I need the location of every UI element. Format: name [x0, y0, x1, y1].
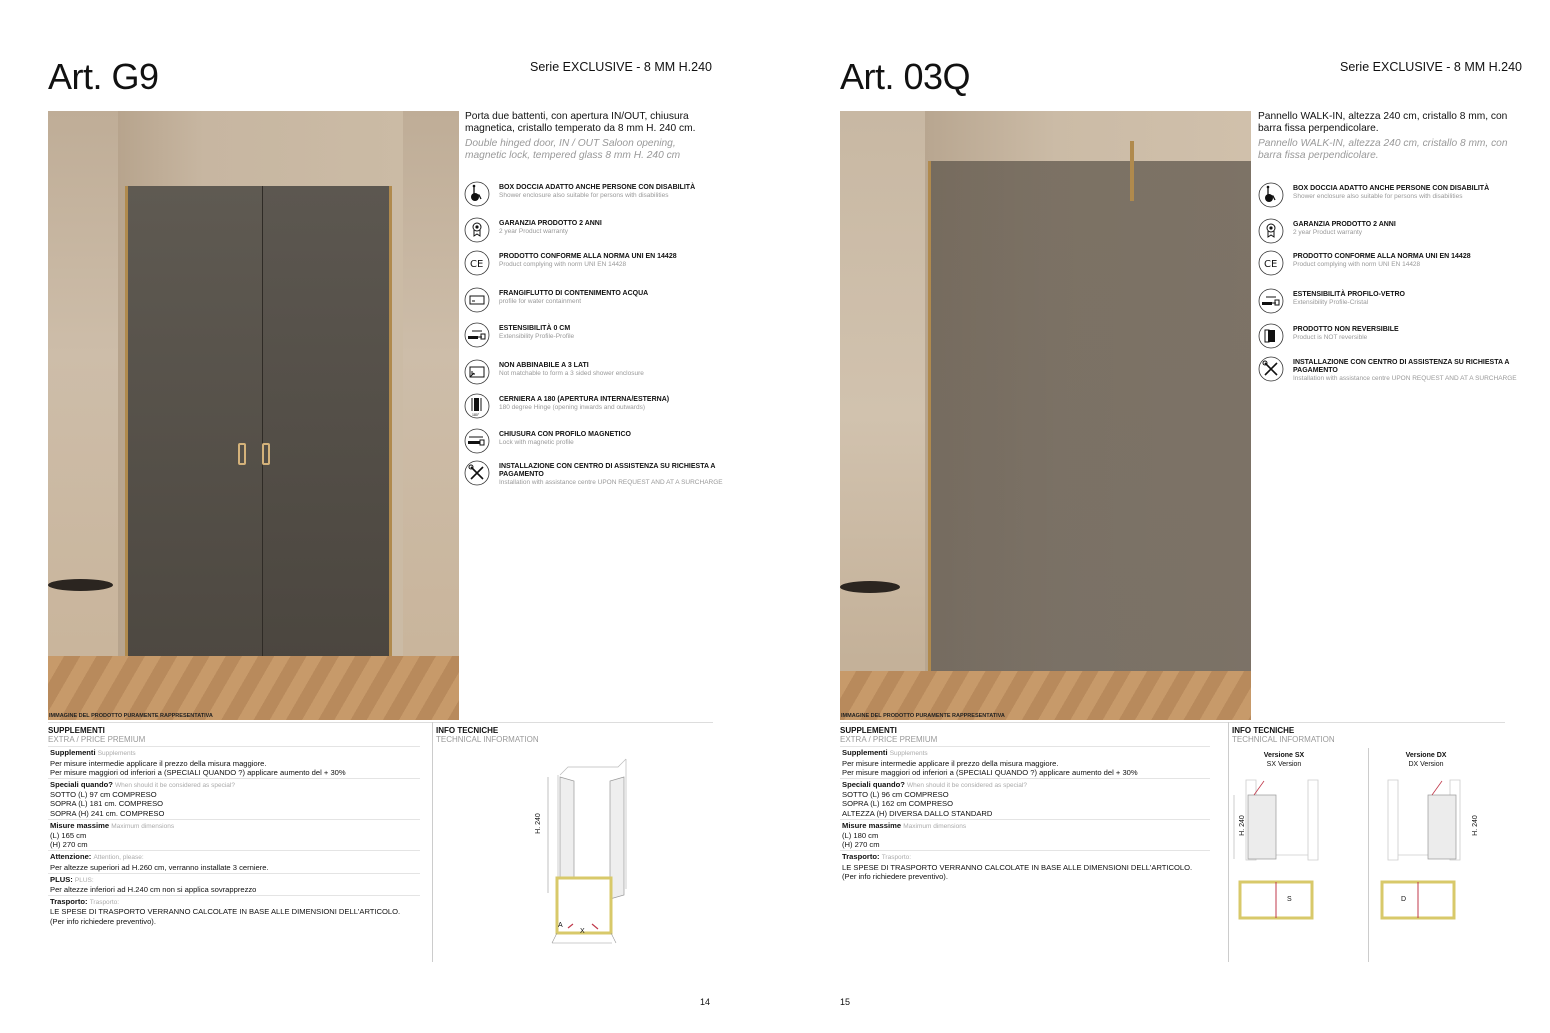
not-matchable-icon	[464, 359, 490, 385]
side-table	[48, 579, 113, 591]
supplement-row-heading	[842, 821, 1210, 831]
supplement-label: Misure massime	[842, 820, 902, 830]
supplement-row	[48, 850, 420, 872]
feature-text	[1293, 356, 1518, 383]
feature-item	[464, 460, 724, 487]
feature-item	[464, 393, 724, 419]
dimension-x: X	[580, 928, 585, 935]
supplement-label-en: Attention, please:	[93, 854, 144, 862]
feature-label-it: PRODOTTO CONFORME ALLA NORMA UNI EN 14428	[499, 253, 677, 260]
svg-text:CE: CE	[470, 259, 484, 270]
feature-label-it: BOX DOCCIA ADATTO ANCHE PERSONE CON DISABILITÀ	[1293, 185, 1490, 192]
supplements-section	[840, 726, 1210, 882]
series-label: Serie EXCLUSIVE - 8 MM H.240	[1339, 60, 1522, 74]
feature-label-en: Installation with assistance centre UPON REQUEST AND AT A SURCHARGE	[1293, 375, 1517, 382]
version-label	[1376, 751, 1476, 769]
supplement-label: PLUS:	[50, 874, 73, 884]
product-photo	[48, 111, 459, 720]
supplement-line: ALTEZZA (H) DIVERSA DALLO STANDARD	[842, 808, 993, 818]
feature-item	[1258, 182, 1518, 208]
feature-item	[1258, 356, 1518, 383]
supplement-label: Supplementi	[842, 748, 888, 758]
height-label: H. 240	[1238, 815, 1246, 836]
feature-text	[499, 359, 644, 378]
description-en: Double hinged door, IN / OUT Saloon opening, magnetic lock, tempered glass 8 mm H. 240 cm	[465, 138, 681, 161]
page-number: 14	[700, 997, 711, 1007]
supplement-line: (H) 270 cm	[842, 840, 880, 850]
supplement-line: Per misure intermedie applicare il prezzo della misura maggiore.	[50, 758, 267, 768]
hinge-180-icon	[464, 393, 490, 419]
door-handle	[238, 443, 246, 465]
feature-label-en: Extensibility Profile-Profile	[499, 333, 575, 340]
supplement-row	[840, 819, 1210, 851]
supplement-row-heading	[50, 780, 420, 790]
supplement-line: Per altezze superiori ad H.260 cm, verranno installate 3 cerniere.	[50, 862, 269, 872]
feature-text	[1293, 323, 1399, 342]
feature-text	[499, 322, 574, 341]
supplement-label: Attenzione:	[50, 852, 92, 862]
supplement-line: Per altezze inferiori ad H.240 cm non si applica sovrapprezzo	[50, 885, 257, 895]
svg-text:CE: CE	[1264, 259, 1278, 270]
supplement-row-heading	[50, 748, 420, 758]
feature-text	[1293, 250, 1471, 269]
wood-floor	[48, 656, 459, 720]
supplement-row	[48, 873, 420, 895]
supplement-label: Speciali quando?	[842, 780, 905, 790]
height-label: H. 240	[534, 813, 542, 834]
supplement-line: (H) 270 cm	[50, 840, 88, 850]
door-handle	[262, 443, 270, 465]
water-profile-icon	[464, 287, 490, 313]
feature-item	[1258, 288, 1518, 314]
supplement-row-heading	[50, 875, 420, 885]
supplement-row	[48, 819, 420, 851]
product-description	[465, 111, 715, 162]
supplement-label-en: Maximum dimensions	[111, 822, 175, 830]
ce-mark-icon	[464, 250, 490, 276]
supplements-subtitle: EXTRA / PRICE PREMIUM	[840, 735, 938, 745]
feature-label-en: Not matchable to form a 3 sided shower enclosure	[499, 370, 644, 377]
photo-disclaimer: IMMAGINE DEL PRODOTTO PURAMENTE RAPPRESENTATIVA	[841, 713, 1005, 719]
feature-item	[464, 359, 724, 385]
supplement-row	[48, 778, 420, 819]
magnetic-lock-icon	[464, 428, 490, 454]
feature-item	[464, 181, 724, 207]
article-title: Art. 03Q	[840, 56, 971, 97]
feature-label-en: 2 year Product warranty	[499, 228, 569, 235]
supplement-label: Trasporto:	[50, 897, 88, 907]
supplement-line: SOPRA (L) 162 cm COMPRESO	[842, 799, 953, 809]
series-label: Serie EXCLUSIVE - 8 MM H.240	[529, 60, 712, 74]
supplement-line: SOTTO (L) 97 cm COMPRESO	[50, 790, 157, 800]
feature-item	[464, 428, 724, 454]
article-title: Art. G9	[48, 56, 159, 97]
supplement-label: Misure massime	[50, 820, 110, 830]
supplement-row-heading	[842, 748, 1210, 758]
supplement-line: (Per info richiedere preventivo).	[50, 916, 156, 926]
technical-info	[1232, 726, 1335, 744]
supplement-row	[48, 746, 420, 778]
dimension-a: A	[558, 922, 563, 929]
supplement-label-en: Trasporto:	[881, 854, 912, 862]
feature-label-en: Product complying with norm UNI EN 14428	[499, 261, 627, 268]
tech-subtitle: TECHNICAL INFORMATION	[1232, 735, 1335, 744]
glass-panel	[928, 161, 1251, 706]
supplement-label-en: When should it be considered as special?	[115, 782, 235, 790]
feature-label-it: ESTENSIBILITÀ PROFILO-VETRO	[1293, 291, 1406, 298]
feature-text	[499, 217, 602, 236]
tech-title: INFO TECNICHE	[1232, 726, 1295, 735]
feature-label-it: NON ABBINABILE A 3 LATI	[499, 362, 589, 369]
divider	[48, 722, 713, 723]
version-drawing	[1364, 770, 1464, 930]
supplement-label: Supplementi	[50, 748, 96, 758]
feature-text	[499, 393, 669, 412]
page-right	[792, 0, 1550, 1033]
version-title: Versione SX	[1263, 752, 1305, 759]
supplement-line: (Per info richiedere preventivo).	[842, 871, 948, 881]
supplement-row-heading	[50, 897, 420, 907]
feature-label-it: BOX DOCCIA ADATTO ANCHE PERSONE CON DISABILITÀ	[499, 184, 696, 191]
feature-text	[1293, 182, 1489, 201]
wheelchair-icon	[1258, 182, 1284, 208]
feature-label-en: Installation with assistance centre UPON REQUEST AND AT A SURCHARGE	[499, 479, 723, 486]
warranty-badge-icon	[464, 217, 490, 243]
feature-label-it: ESTENSIBILITÀ 0 CM	[499, 325, 571, 332]
technical-drawing	[530, 755, 650, 945]
supplement-row-heading	[842, 852, 1210, 862]
supplement-label-en: Supplements	[97, 750, 136, 758]
feature-label-en: Product is NOT reversible	[1293, 334, 1368, 341]
feature-item	[464, 287, 724, 313]
supplement-line: SOPRA (H) 241 cm. COMPRESO	[50, 808, 165, 818]
feature-label-en: Shower enclosure also suitable for persons with disabilities	[1293, 193, 1463, 200]
supplement-label-en: Maximum dimensions	[903, 822, 967, 830]
page-number: 15	[840, 997, 851, 1007]
supplement-row-heading	[50, 821, 420, 831]
ce-mark-icon	[1258, 250, 1284, 276]
version-letter: D	[1401, 896, 1407, 903]
version-title: Versione DX	[1405, 752, 1447, 759]
description-it: Porta due battenti, con apertura IN/OUT, chiusura magnetica, cristallo temperato da 8 mm H. 240 cm.	[465, 111, 696, 134]
supplement-line: SOPRA (L) 181 cm. COMPRESO	[50, 799, 164, 809]
supplements-title: SUPPLEMENTI	[840, 726, 897, 735]
supplement-line: SOTTO (L) 96 cm COMPRESO	[842, 790, 949, 800]
supplement-row-heading	[842, 780, 1210, 790]
supplement-row	[48, 895, 420, 927]
supplements-section	[48, 726, 420, 927]
version-subtitle: DX Version	[1408, 761, 1444, 768]
feature-item	[464, 322, 724, 348]
feature-label-en: Shower enclosure also suitable for persons with disabilities	[499, 192, 669, 199]
supplement-row	[840, 850, 1210, 882]
tools-icon	[464, 460, 490, 486]
feature-label-it: INSTALLAZIONE CON CENTRO DI ASSISTENZA SU RICHIESTA A PAGAMENTO	[1293, 359, 1510, 374]
supplement-row-heading	[50, 852, 420, 862]
supplement-line: Per misure maggiori od inferiori a (SPECIALI QUANDO ?) applicare aumento del + 30%	[842, 767, 1138, 777]
warranty-badge-icon	[1258, 218, 1284, 244]
supplement-row	[840, 778, 1210, 819]
feature-text	[499, 428, 631, 447]
supplement-line: LE SPESE DI TRASPORTO VERRANNO CALCOLATE IN BASE ALLE DIMENSIONI DELL'ARTICOLO.	[50, 907, 401, 917]
version-drawing	[1222, 770, 1322, 930]
feature-item	[1258, 323, 1518, 349]
feature-text	[499, 181, 695, 200]
wheelchair-icon	[464, 181, 490, 207]
feature-item	[464, 217, 724, 243]
technical-info	[436, 726, 539, 744]
supplement-label: Trasporto:	[842, 852, 880, 862]
feature-label-it: GARANZIA PRODOTTO 2 ANNI	[1293, 221, 1396, 228]
tech-subtitle: TECHNICAL INFORMATION	[436, 735, 539, 744]
supplement-line: LE SPESE DI TRASPORTO VERRANNO CALCOLATE IN BASE ALLE DIMENSIONI DELL'ARTICOLO.	[842, 862, 1193, 872]
description-en: Pannello WALK-IN, altezza 240 cm, cristallo 8 mm, con barra fissa perpendicolare.	[1258, 138, 1508, 161]
feature-item	[1258, 250, 1518, 276]
supplement-line: (L) 180 cm	[842, 831, 879, 841]
version-label	[1234, 751, 1334, 769]
supplement-label-en: When should it be considered as special?	[907, 782, 1027, 790]
supplements-subtitle: EXTRA / PRICE PREMIUM	[48, 735, 146, 745]
tools-icon	[1258, 356, 1284, 382]
feature-label-it: GARANZIA PRODOTTO 2 ANNI	[499, 220, 602, 227]
product-description	[1258, 111, 1508, 162]
supplement-row	[840, 746, 1210, 778]
feature-text	[499, 460, 724, 487]
fixed-bar	[1130, 141, 1134, 201]
supplement-label-en: Supplements	[889, 750, 928, 758]
feature-label-en: 2 year Product warranty	[1293, 229, 1363, 236]
supplement-label-en: PLUS:	[74, 876, 94, 884]
photo-disclaimer: IMMAGINE DEL PRODOTTO PURAMENTE RAPPRESENTATIVA	[49, 713, 213, 719]
feature-label-it: INSTALLAZIONE CON CENTRO DI ASSISTENZA SU RICHIESTA A PAGAMENTO	[499, 463, 716, 478]
feature-item	[464, 250, 724, 276]
supplement-line: Per misure intermedie applicare il prezzo della misura maggiore.	[842, 758, 1059, 768]
supplement-line: Per misure maggiori od inferiori a (SPECIALI QUANDO ?) applicare aumento del + 30%	[50, 767, 346, 777]
feature-text	[1293, 288, 1405, 307]
feature-label-en: Product complying with norm UNI EN 14428	[1293, 261, 1421, 268]
description-it: Pannello WALK-IN, altezza 240 cm, cristallo 8 mm, con barra fissa perpendicolare.	[1258, 111, 1508, 134]
feature-text	[1293, 218, 1396, 237]
feature-label-it: FRANGIFLUTTO DI CONTENIMENTO ACQUA	[499, 290, 649, 297]
supplement-label: Speciali quando?	[50, 780, 113, 790]
svg-text:180°: 180°	[472, 413, 480, 417]
feature-item	[1258, 218, 1518, 244]
feature-label-en: Extensibility Profile-Cristal	[1293, 299, 1369, 306]
feature-label-it: CHIUSURA CON PROFILO MAGNETICO	[499, 431, 631, 438]
feature-label-en: 180 degree Hinge (opening inwards and outwards)	[499, 404, 645, 411]
divider	[840, 722, 1505, 723]
glass-door-left	[125, 186, 262, 691]
not-reversible-icon	[1258, 323, 1284, 349]
tech-title: INFO TECNICHE	[436, 726, 499, 735]
feature-label-it: PRODOTTO NON REVERSIBILE	[1293, 326, 1399, 333]
height-label: H. 240	[1471, 815, 1479, 836]
supplement-label-en: Trasporto:	[89, 899, 120, 907]
feature-label-it: PRODOTTO CONFORME ALLA NORMA UNI EN 14428	[1293, 253, 1471, 260]
supplement-line: (L) 165 cm	[50, 831, 87, 841]
version-letter: S	[1287, 896, 1292, 903]
feature-label-en: Lock with magnetic profile	[499, 439, 574, 446]
feature-label-en: profile for water containment	[499, 298, 582, 305]
glass-door-right	[262, 186, 392, 691]
supplements-title: SUPPLEMENTI	[48, 726, 105, 735]
feature-label-it: CERNIERA A 180 (APERTURA INTERNA/ESTERNA)	[499, 396, 670, 403]
version-subtitle: SX Version	[1266, 761, 1302, 768]
section-divider	[432, 722, 433, 962]
extensibility-icon	[1258, 288, 1284, 314]
product-photo	[840, 111, 1251, 720]
side-table	[840, 581, 900, 593]
feature-text	[499, 250, 677, 269]
feature-text	[499, 287, 648, 306]
extensibility-icon	[464, 322, 490, 348]
